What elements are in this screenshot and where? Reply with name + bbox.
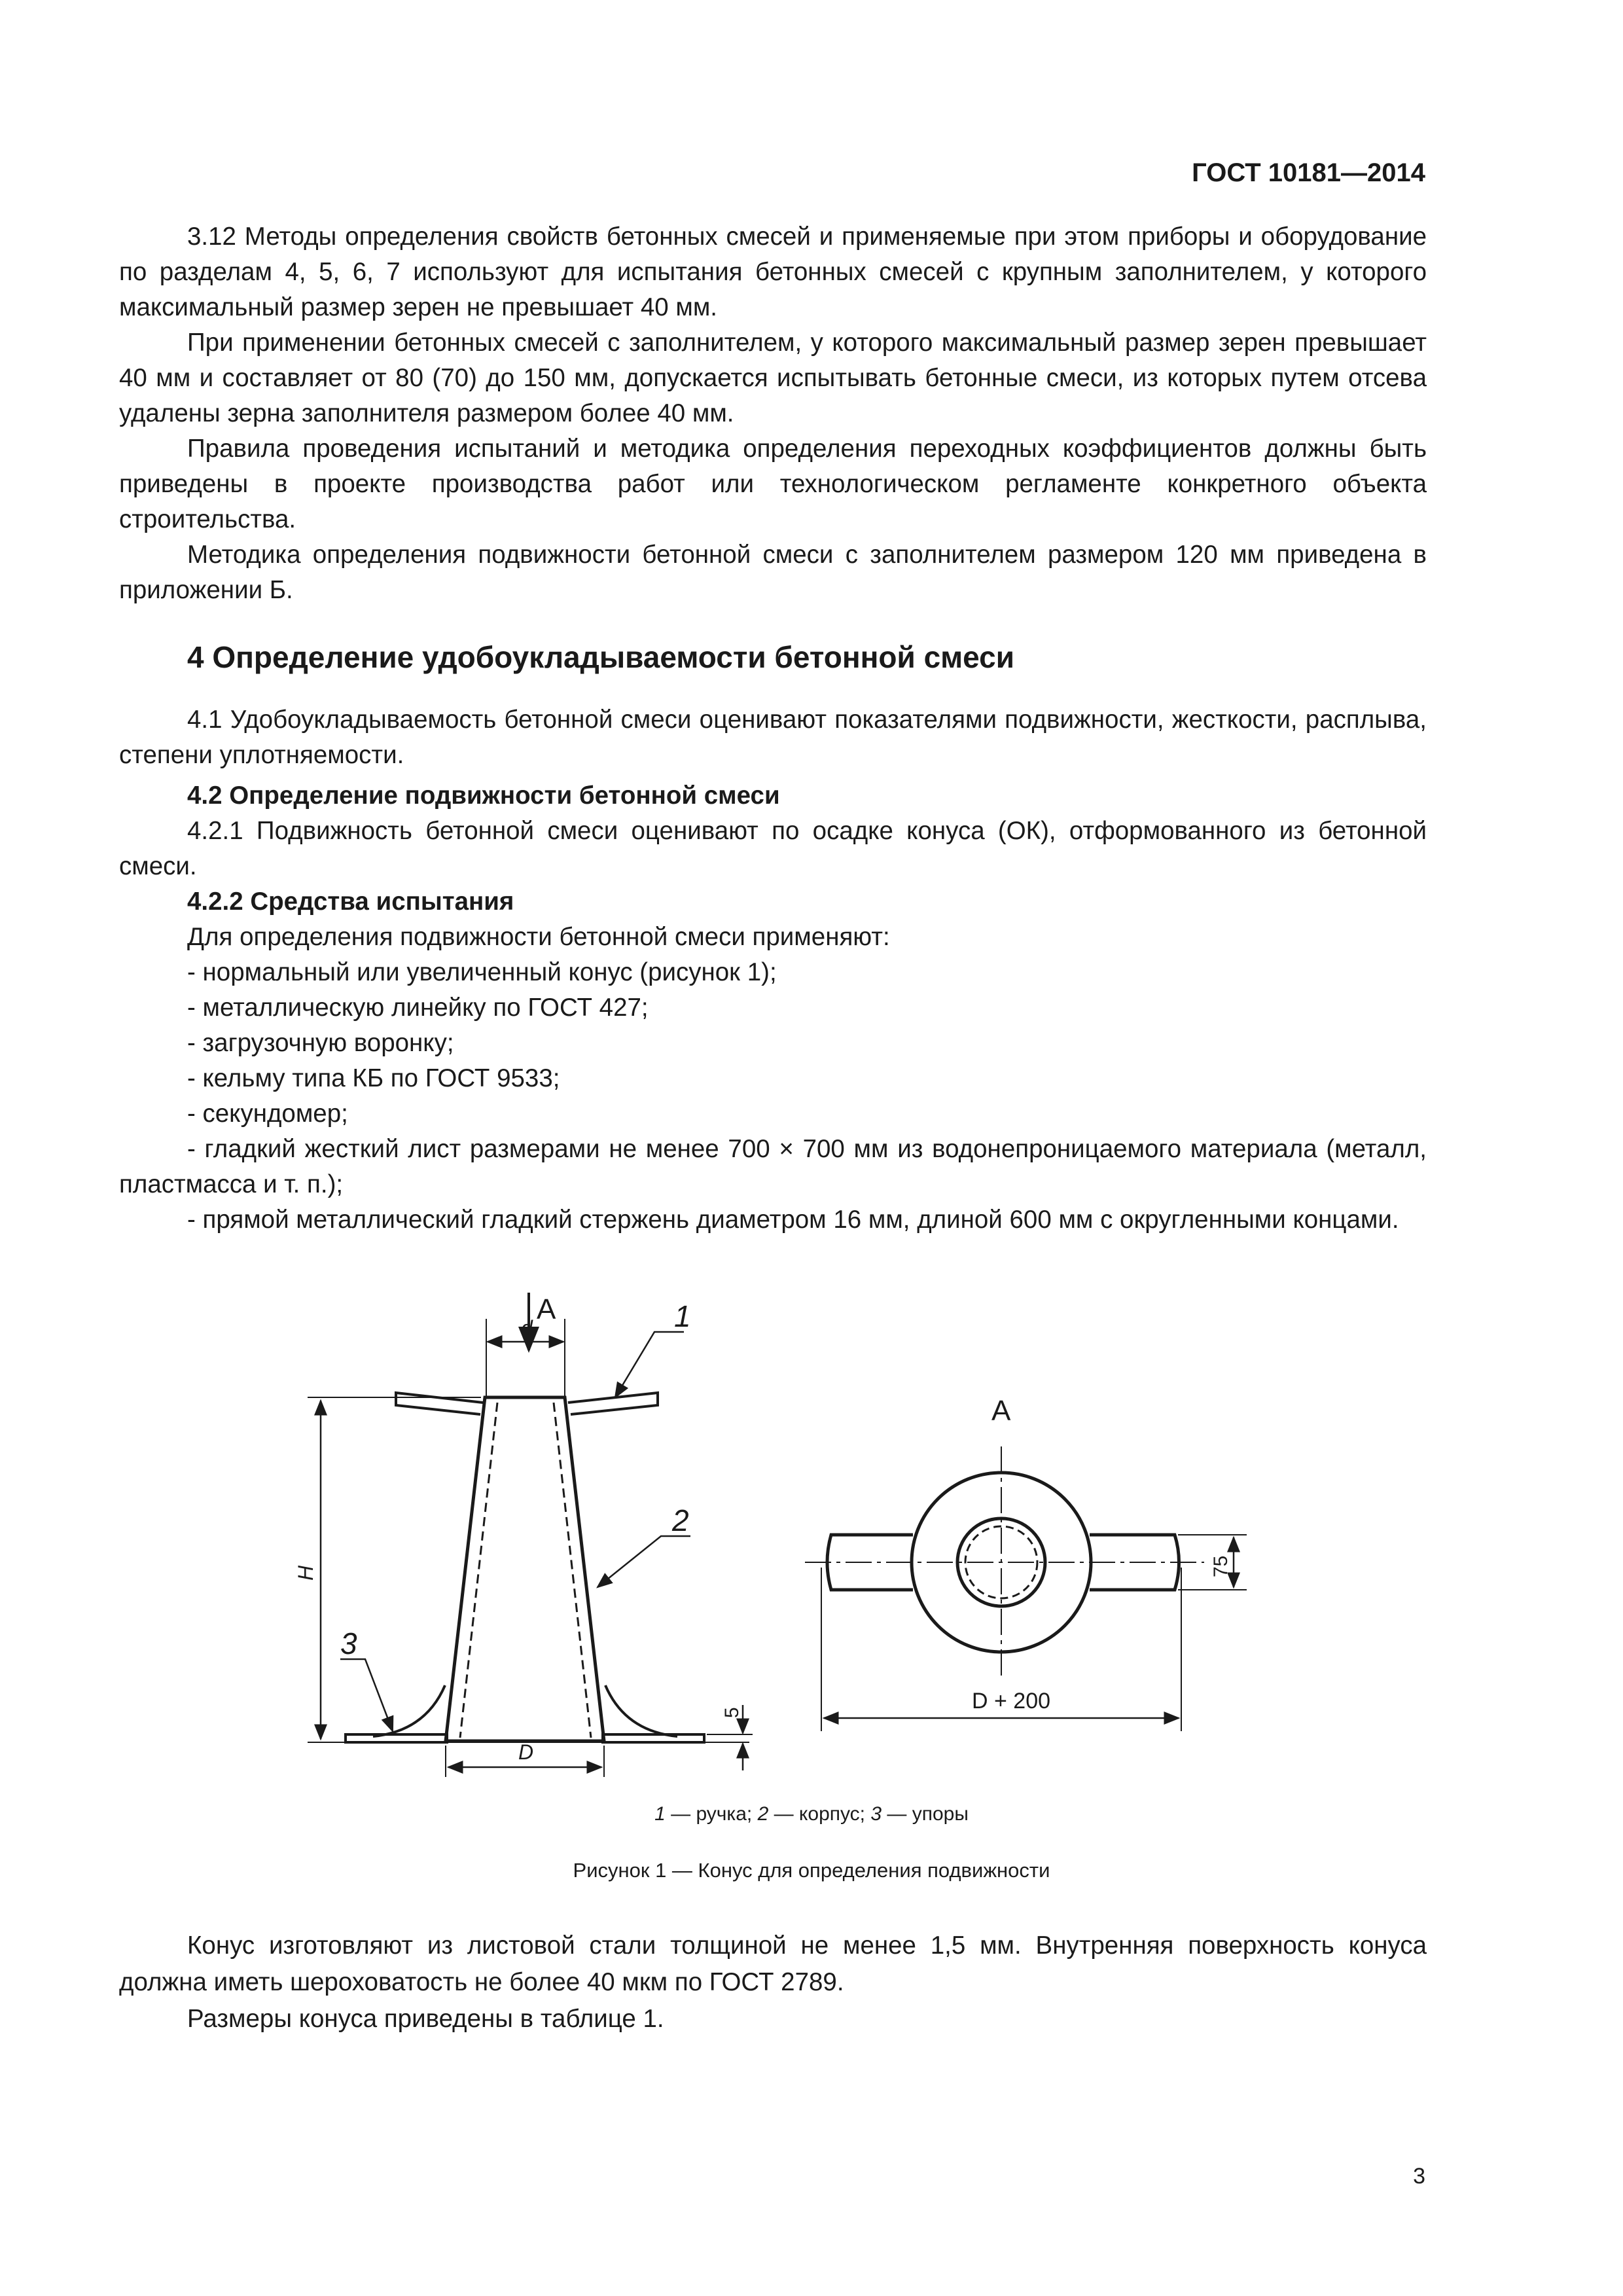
dim-D-label: D (518, 1740, 534, 1764)
list-item-funnel: - загрузочную воронку; (187, 1029, 454, 1057)
paragraph-4-2-1: 4.2.1 Подвижность бетонной смеси оценивают по осадке конуса (ОК), отформованного из бетонной смеси. (119, 817, 1427, 880)
paragraph-aggregate-over-40: При применении бетонных смесей с заполнителем, у которого максимальный размер зерен превышает 40 мм и составляет от 80 (70) до 150 мм, допускается испытывать бетонные смеси, из которых путем отсева удалены зерна заполнителя размером более 40 мм. (119, 329, 1427, 427)
handle-right (568, 1393, 658, 1414)
paragraph-4-1: 4.1 Удобоукладываемость бетонной смеси оценивают показателями подвижности, жесткости, расплыва, степени уплотняемости. (119, 706, 1427, 769)
handle-left (396, 1393, 483, 1414)
cone-body (446, 1397, 604, 1741)
stop-left (346, 1734, 447, 1742)
document-header: ГОСТ 10181—2014 (1192, 158, 1425, 187)
view-arrow-label: А (537, 1293, 556, 1325)
list-item-ruler: - металлическую линейку по ГОСТ 427; (187, 994, 649, 1022)
dim-5-label: 5 (721, 1707, 743, 1718)
paragraph-cone-dimensions: Размеры конуса приведены в таблице 1. (187, 2005, 664, 2033)
list-item-rod: - прямой металлический гладкий стержень диаметром 16 мм, длиной 600 мм с округленными концами. (187, 1206, 1399, 1234)
figure-caption: Рисунок 1 — Конус для определения подвижности (573, 1859, 1050, 1882)
dim-D200-label: D + 200 (972, 1689, 1051, 1713)
list-item-stopwatch: - секундомер; (187, 1100, 348, 1128)
plan-view-title: А (991, 1395, 1011, 1427)
dim-d-label: d (521, 1316, 533, 1340)
figure-cone-drawing (0, 1280, 1623, 1816)
after-figure-block (119, 1928, 1427, 2037)
dim-75-label: 75 (1210, 1555, 1232, 1577)
paragraph-annex-b: Методика определения подвижности бетонной смеси с заполнителем размером 120 мм приведена в приложении Б. (119, 541, 1427, 604)
callout-2: 2 (672, 1503, 689, 1537)
list-item-trowel: - кельму типа КБ по ГОСТ 9533; (187, 1064, 560, 1092)
heading-4-2: 4.2 Определение подвижности бетонной смеси (187, 781, 780, 810)
callout-3: 3 (340, 1626, 357, 1660)
paragraph-test-rules: Правила проведения испытаний и методика определения переходных коэффициентов должны быть приведены в проекте производства работ или технологическом регламенте конкретного объекта строительства. (119, 435, 1427, 533)
paragraph-equipment-lead: Для определения подвижности бетонной смеси применяют: (187, 923, 890, 951)
intro-block (119, 219, 1427, 1238)
list-item-cone: - нормальный или увеличенный конус (рисунок 1); (187, 958, 777, 986)
section-4-title: 4 Определение удобоукладываемости бетонной смеси (187, 640, 1015, 674)
list-item-sheet: - гладкий жесткий лист размерами не менее 700 × 700 мм из водонепроницаемого материала (металл, пластмасса и т. п.); (119, 1135, 1427, 1198)
heading-4-2-2: 4.2.2 Средства испытания (187, 888, 514, 916)
dim-H-label: H (294, 1565, 317, 1581)
paragraph-3-12: 3.12 Методы определения свойств бетонных смесей и применяемые при этом приборы и оборудование по разделам 4, 5, 6, 7 используют для испытания бетонных смесей с крупным заполнителем, у которого максимальный размер зерен не превышает 40 мм. (119, 223, 1427, 321)
callout-1: 1 (674, 1299, 691, 1333)
stop-right (603, 1734, 704, 1742)
paragraph-cone-material: Конус изготовляют из листовой стали толщиной не менее 1,5 мм. Внутренняя поверхность конуса должна иметь шероховатость не более 40 мкм по ГОСТ 2789. (119, 1931, 1427, 1996)
page-number: 3 (1413, 2164, 1425, 2189)
figure-legend: 1 — ручка; 2 — корпус; 3 — упоры (654, 1803, 969, 1825)
